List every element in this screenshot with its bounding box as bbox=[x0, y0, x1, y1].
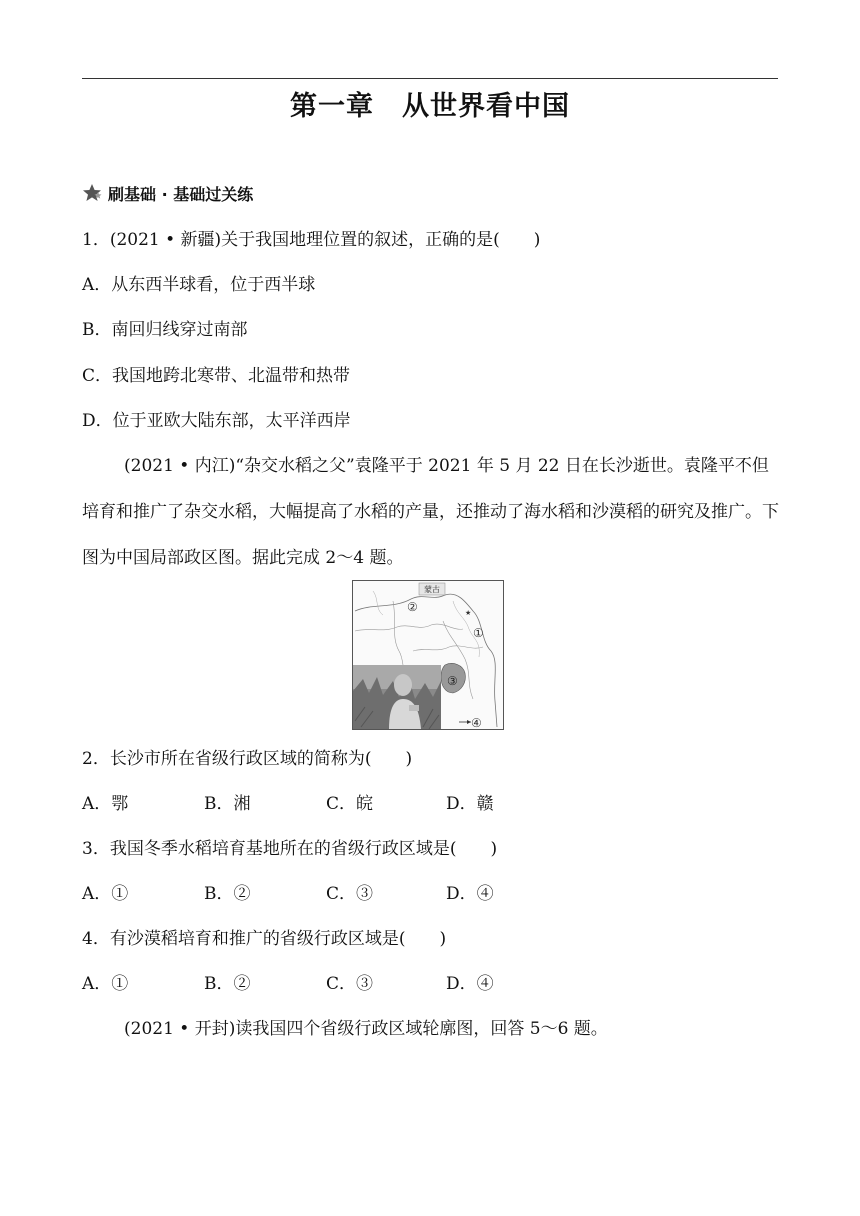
yuan-longping-photo bbox=[353, 665, 441, 729]
q4-option-d: D．④ bbox=[446, 974, 494, 994]
q3-option-d: D．④ bbox=[446, 884, 494, 904]
q1-option-d: D．位于亚欧大陆东部，太平洋西岸 bbox=[82, 411, 351, 431]
q4-option-b: B．② bbox=[204, 974, 251, 994]
map-marker-4: ④ bbox=[471, 716, 482, 729]
star-icon bbox=[82, 183, 104, 203]
china-partial-map-figure bbox=[352, 580, 504, 730]
q3-option-c: C．③ bbox=[326, 884, 374, 904]
passage-2: (2021 • 开封)读我国四个省级行政区域轮廓图，回答 5～6 题。 bbox=[124, 1019, 608, 1039]
q1-option-a: A．从东西半球看，位于西半球 bbox=[82, 275, 316, 295]
q2-option-b: B．湘 bbox=[204, 794, 251, 814]
q2-option-a: A．鄂 bbox=[82, 794, 129, 814]
q2-stem: 2．长沙市所在省级行政区域的简称为( ) bbox=[82, 749, 413, 769]
q3-option-b: B．② bbox=[204, 884, 251, 904]
chapter-title: 第一章 从世界看中国 bbox=[290, 91, 570, 122]
q4-option-a: A．① bbox=[82, 974, 129, 994]
q4-options bbox=[82, 972, 494, 996]
q2-option-c: C．皖 bbox=[326, 794, 374, 814]
q1-stem: 1．(2021 • 新疆)关于我国地理位置的叙述，正确的是( ) bbox=[82, 230, 541, 250]
passage-1: (2021 • 内江)“杂交水稻之父”袁隆平于 2021 年 5 月 22 日在长沙逝世。袁隆平不但培育和推广了杂交水稻，大幅提高了水稻的产量，还推动了海水稻和沙漠稻的研究及推广。下图为中国局部政区图。据此完成 2～4 题。 bbox=[82, 456, 779, 568]
map-region-label: 蒙古 bbox=[424, 585, 440, 594]
q3-stem: 3．我国冬季水稻培育基地所在的省级行政区域是( ) bbox=[82, 839, 498, 859]
capital-star-icon: ★ bbox=[465, 609, 472, 617]
q1-option-b: B．南回归线穿过南部 bbox=[82, 320, 248, 340]
q2-options bbox=[82, 792, 494, 816]
section-heading bbox=[82, 180, 253, 206]
q4-option-c: C．③ bbox=[326, 974, 374, 994]
q3-option-a: A．① bbox=[82, 884, 129, 904]
map-marker-1: ① bbox=[473, 626, 484, 640]
map-marker-3: ③ bbox=[447, 674, 458, 688]
q4-stem: 4．有沙漠稻培育和推广的省级行政区域是( ) bbox=[82, 929, 447, 949]
q2-option-d: D．赣 bbox=[446, 794, 494, 814]
q3-options bbox=[82, 882, 494, 906]
section-label: 刷基础 · 基础过关练 bbox=[108, 184, 254, 204]
q1-option-c: C．我国地跨北寒带、北温带和热带 bbox=[82, 366, 351, 386]
header-rule bbox=[82, 78, 778, 79]
map-graphic bbox=[353, 581, 503, 729]
map-marker-2: ② bbox=[407, 600, 418, 614]
